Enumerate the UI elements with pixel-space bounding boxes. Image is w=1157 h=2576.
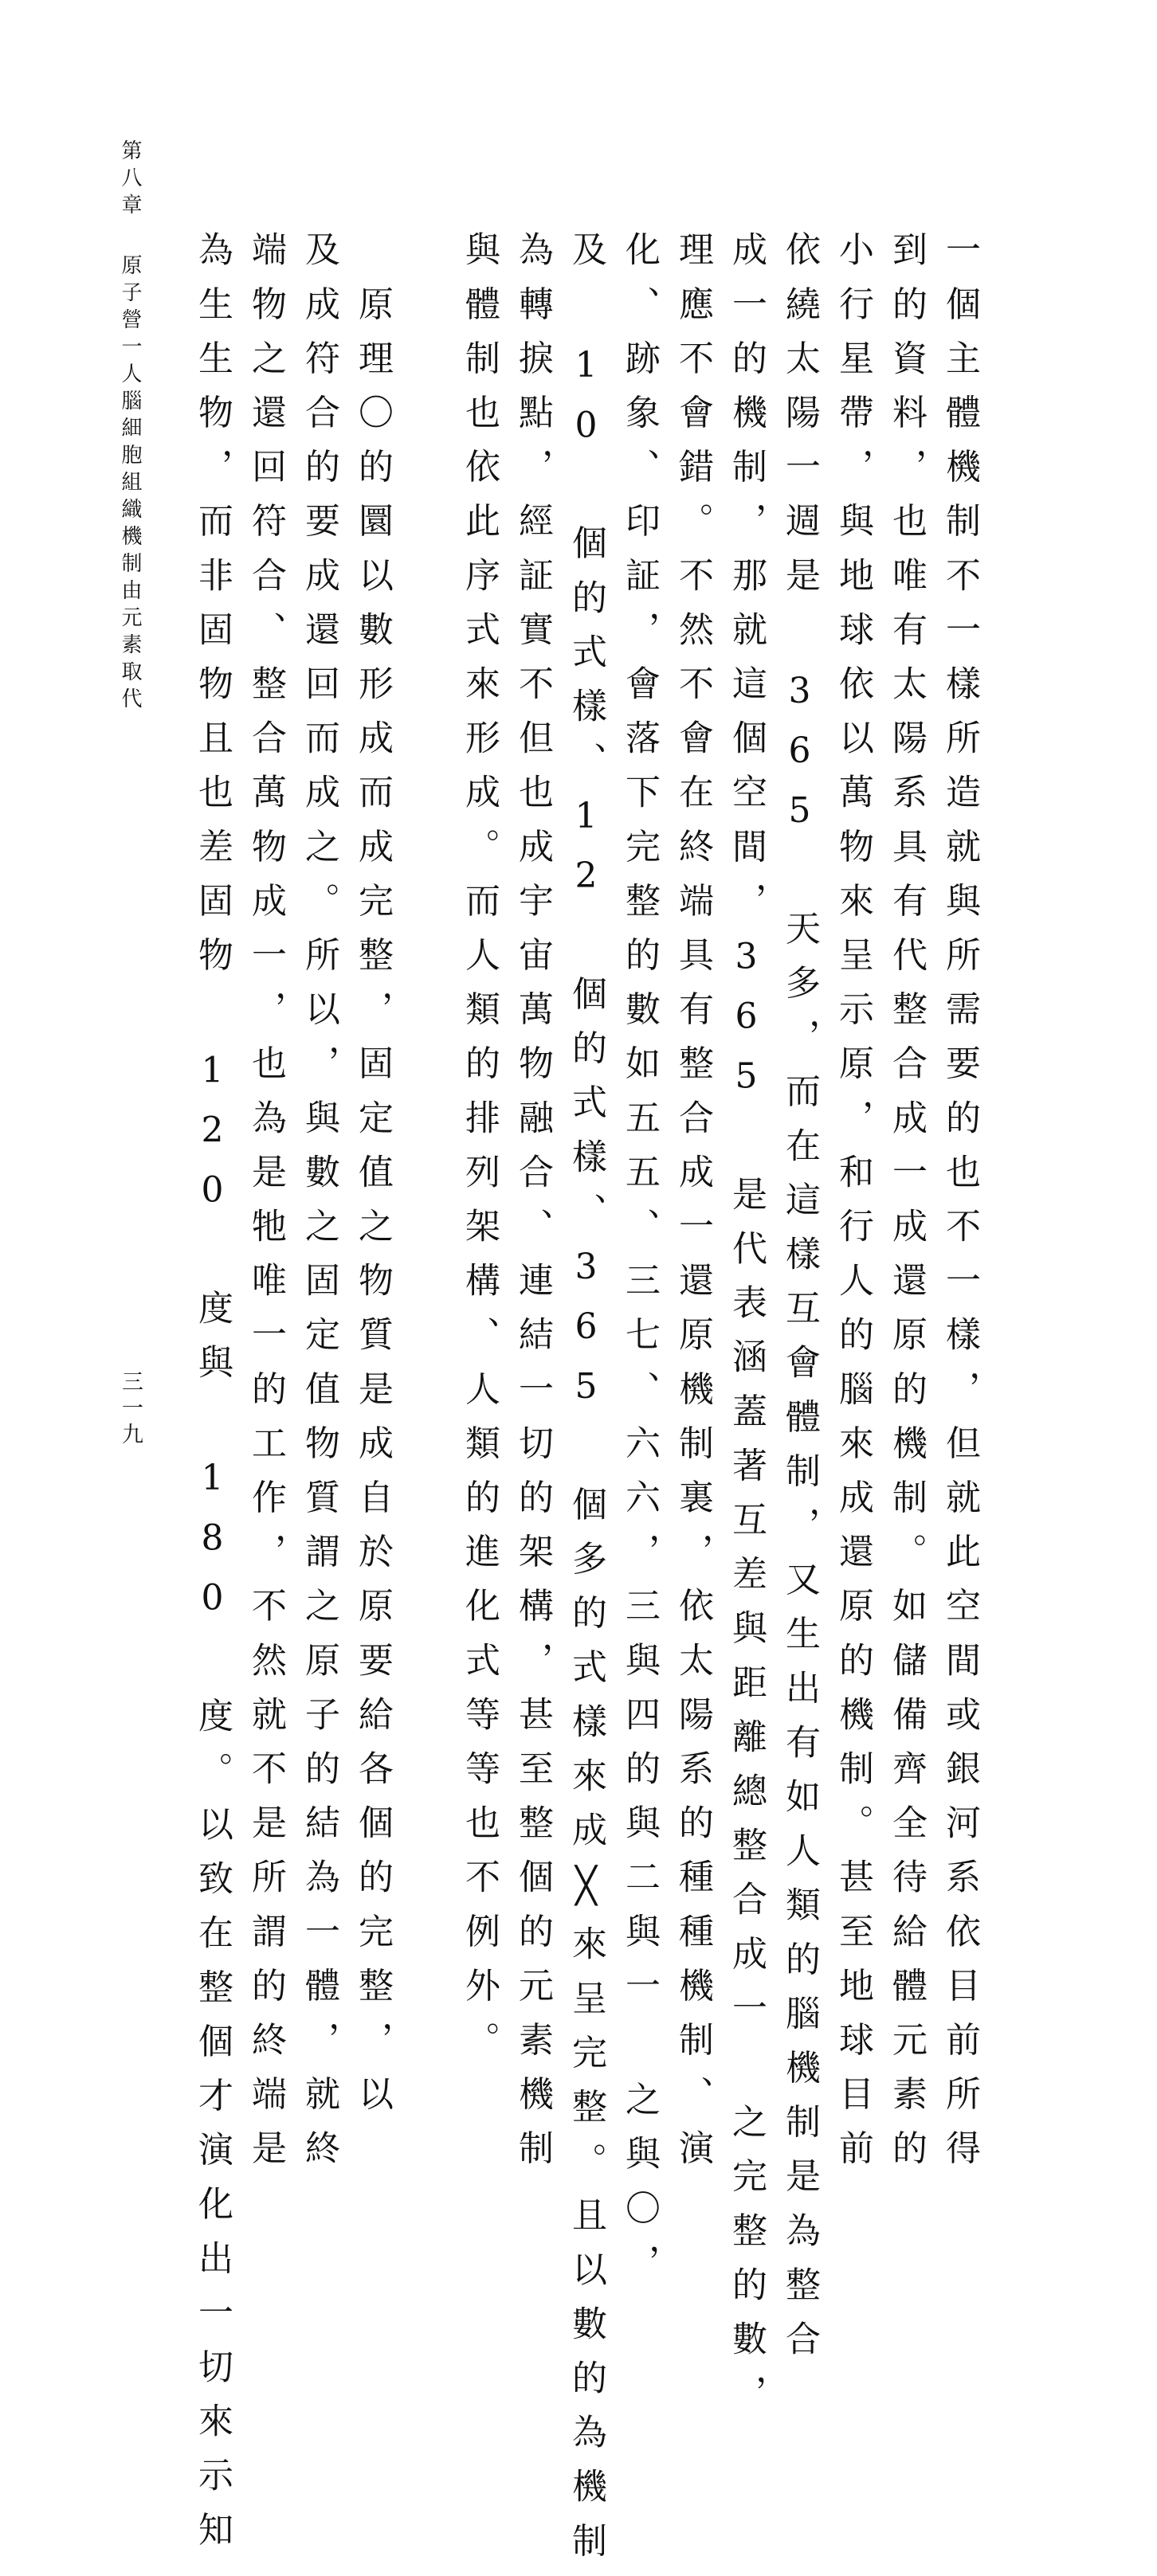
text-column-12: 原理〇的圜以數形成而成完整，固定值之物質是成自於原要給各個的完整，以 bbox=[352, 231, 393, 2130]
text-column-15: 為生生物，而非固物且也差固物 120 度與 180 度。以致在整個才演化出一切來示知 bbox=[192, 231, 233, 2566]
text-column-10: 與體制也依此序式來形成。而人類的排列架構、人類的進化式等等也不例外。 bbox=[459, 231, 500, 2076]
text-column-3: 小行星帶，與地球依以萬物來呈示原，和行人的腦來成還原的機制。甚至地球目前 bbox=[833, 231, 873, 2184]
page-number: 三一九 bbox=[118, 1370, 143, 1449]
text-column-4: 依繞太陽一週是 365 天多，而在這樣互會體制，又生出有如人類的腦機制是為整合 bbox=[779, 231, 820, 2374]
text-column-7: 化、跡象、印証，會落下完整的數如五五、三七、六六，三與四的與二與一 之與〇， bbox=[619, 231, 660, 2298]
text-column-8: 及 10 個的式樣、12 個的式樣、365 個多的式樣來成╳來呈完整。且以數的為機制 bbox=[566, 231, 606, 2576]
text-column-5: 成一的機制，那就這個空間，365 是代表涵蓋著互差與距離總整合成一 之完整的數， bbox=[726, 231, 767, 2429]
text-column-1: 一個主體機制不一樣所造就與所需要的也不一樣，但就此空間或銀河系依目前所得 bbox=[939, 231, 980, 2184]
chapter-title: 原子營一人腦細胞組織機制由元素取代 bbox=[118, 254, 142, 714]
text-column-9: 為轉捩點，經証實不但也成宇宙萬物融合、連結一切的架構，甚至整個的元素機制 bbox=[512, 231, 553, 2184]
running-header bbox=[120, 139, 140, 714]
chapter-label: 第八章 bbox=[118, 139, 142, 221]
text-column-6: 理應不會錯。不然不會在終端具有整合成一還原機制裏，依太陽系的種種機制、演 bbox=[673, 231, 713, 2184]
text-column-14: 端物之還回符合、整合萬物成一，也為是牠唯一的工作，不然就不是所謂的終端是 bbox=[245, 231, 286, 2184]
text-column-13: 及成符合的要成還回而成之。所以，與數之固定值物質謂之原子的結為一體，就終 bbox=[299, 231, 339, 2184]
text-column-2: 到的資料，也唯有太陽系具有代整合成一成還原的機制。如儲備齊全待給體元素的 bbox=[886, 231, 927, 2184]
